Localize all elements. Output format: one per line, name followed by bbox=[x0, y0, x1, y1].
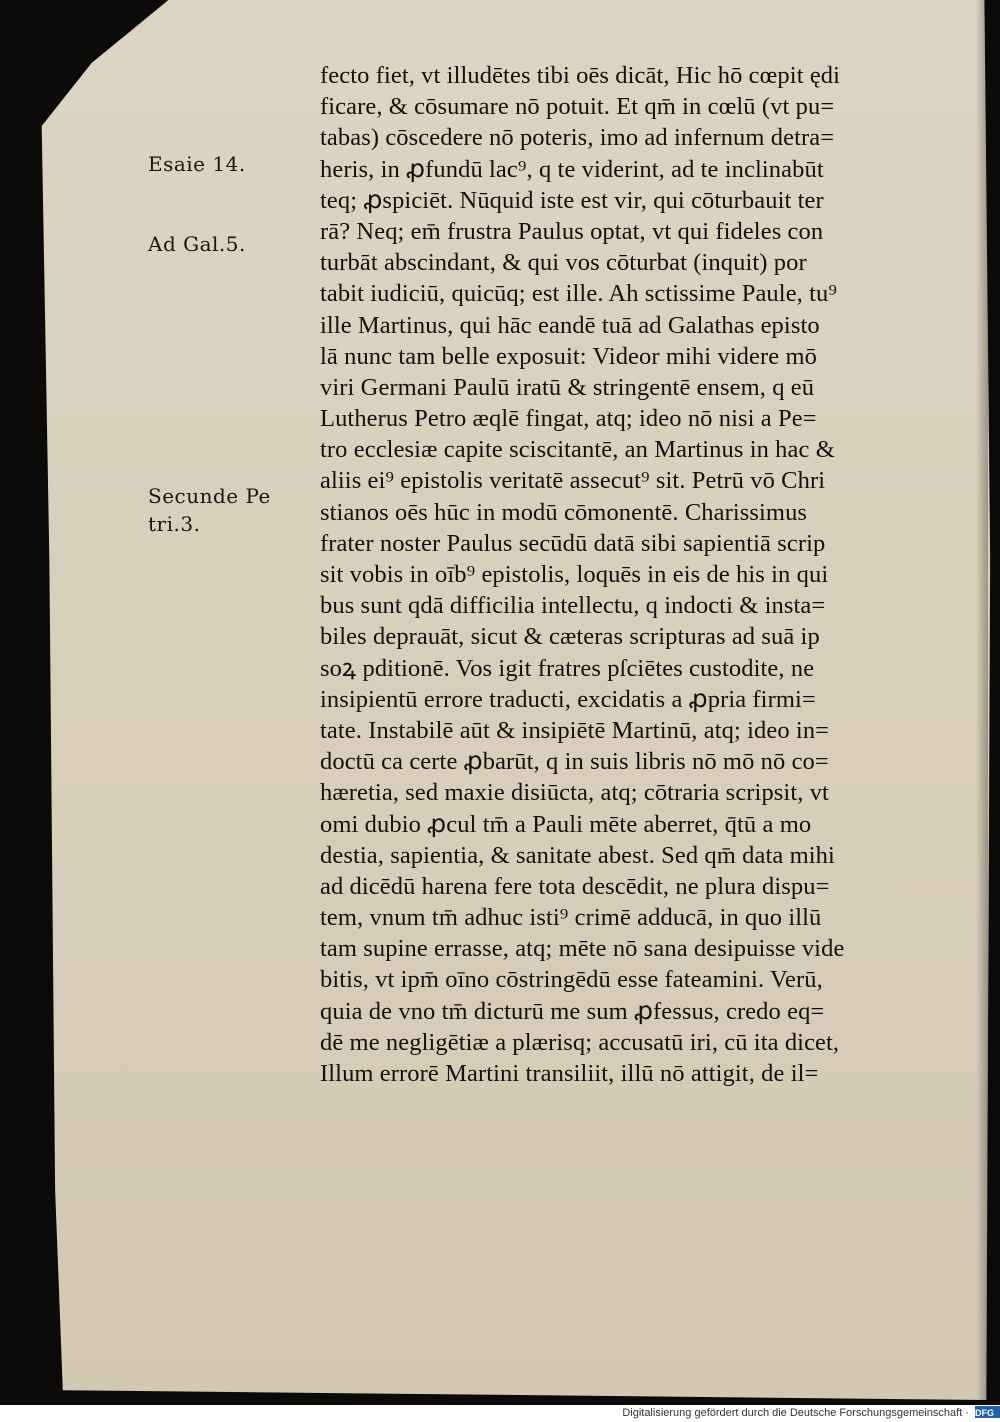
digitization-footer bbox=[0, 1405, 1000, 1422]
text-line: viri Germani Paulū iratū & stringentē ensem, q eū bbox=[320, 373, 815, 401]
text-line: rā? Neq; em̄ frustra Paulus optat, vt qui fideles con bbox=[320, 217, 824, 245]
text-line: sit vobis in oīb⁹ epistolis, loquēs in eis de his in qui bbox=[320, 561, 829, 588]
text-line: insipientū errore traducti, excidatis a ꝓpria firmi= bbox=[320, 685, 816, 713]
margin-note-peter-line-1: Secunde Pe bbox=[148, 484, 271, 508]
text-line: ille Martinus, qui hāc eandē tuā ad Galathas episto bbox=[320, 311, 820, 339]
text-line: soꝝ pditionē. Vos igit fratres pſciētes custodite, ne bbox=[320, 654, 815, 682]
text-line: stianos oēs hūc in modū cōmonentē. Charissimus bbox=[320, 498, 808, 526]
margin-note-peter-line-2: tri.3. bbox=[148, 512, 201, 536]
margin-note-esaie: Esaie 14. bbox=[148, 152, 246, 176]
margin-note-peter bbox=[148, 482, 288, 538]
text-line: teq; ꝓspiciēt. Nūquid iste est vir, qui cōturbauit ter bbox=[320, 186, 824, 214]
text-line: frater noster Paulus secūdū datā sibi sapientiā scrip bbox=[320, 529, 826, 557]
gutter-shadow bbox=[976, 0, 988, 1400]
text-line: biles deprauāt, sicut & cæteras scripturas ad suā ip bbox=[320, 623, 820, 651]
text-line: bus sunt qdā difficilia intellectu, q indocti & insta= bbox=[320, 592, 826, 620]
text-line: tam supine errasse, atq; mēte nō sana desipuisse vide bbox=[320, 935, 845, 963]
text-line: Illum errorē Martini transiliit, illū nō attigit, de il= bbox=[320, 1060, 819, 1087]
text-line: destia, sapientia, & sanitate abest. Sed qm̄ data mihi bbox=[320, 841, 835, 869]
text-line: doctū ca certe ꝓbarūt, q in suis libris nō mō nō co= bbox=[320, 748, 829, 776]
footer-text: Digitalisierung gefördert durch die Deutsche Forschungsgemeinschaft · bbox=[622, 1407, 969, 1419]
text-line: ficare, & cōsumare nō potuit. Et qm̄ in cœlū (vt pu= bbox=[320, 93, 835, 121]
text-line: quia de vno tm̄ dicturū me sum ꝓfessus, credo eq= bbox=[320, 997, 825, 1025]
text-line: ad dicēdū harena fere tota descēdit, ne plura dispu= bbox=[320, 872, 830, 900]
margin-note-galatians: Ad Gal.5. bbox=[148, 232, 246, 256]
text-line: heris, in ꝓfundū lac⁹, q te viderint, ad te inclinabūt bbox=[320, 155, 824, 183]
dfg-logo: DFG bbox=[975, 1406, 1000, 1418]
text-line: tem, vnum tm̄ adhuc isti⁹ crimē adducā, in quo illū bbox=[320, 904, 822, 932]
text-line: turbāt abscindant, & qui vos cōturbat (inquit) por bbox=[320, 249, 807, 277]
text-line: tabit iudiciū, quicūq; est ille. Ah sctissime Paule, tu⁹ bbox=[320, 280, 838, 308]
text-line: bitis, vt ipm̄ oīno cōstringēdū esse fateamini. Verū, bbox=[320, 966, 823, 994]
text-line: tabas) cōscedere nō poteris, imo ad infernum detra= bbox=[320, 124, 835, 152]
text-line: omi dubio ꝓcul tm̄ a Pauli mēte aberret, q̄tū a mo bbox=[320, 810, 812, 838]
body-text bbox=[320, 60, 940, 1089]
text-line: dē me negligētiæ a plærisq; accusatū iri, cū ita dicet, bbox=[320, 1028, 840, 1056]
text-line: lā nunc tam belle exposuit: Videor mihi videre mō bbox=[320, 342, 817, 370]
text-line: Lutherus Petro æqlē fingat, atq; ideo nō nisi a Pe= bbox=[320, 405, 817, 433]
text-line: fecto fiet, vt illudētes tibi oēs dicāt, Hic hō cœpit ędi bbox=[320, 62, 841, 89]
text-line: tate. Instabilē aūt & insipiētē Martinū, atq; ideo in= bbox=[320, 716, 830, 744]
text-line: aliis ei⁹ epistolis veritatē assecut⁹ sit. Petrū vō Chri bbox=[320, 467, 826, 495]
text-line: tro ecclesiæ capite sciscitantē, an Martinus in hac & bbox=[320, 436, 835, 464]
text-line: hæretia, sed maxie disiūcta, atq; cōtraria scripsit, vt bbox=[320, 779, 829, 807]
